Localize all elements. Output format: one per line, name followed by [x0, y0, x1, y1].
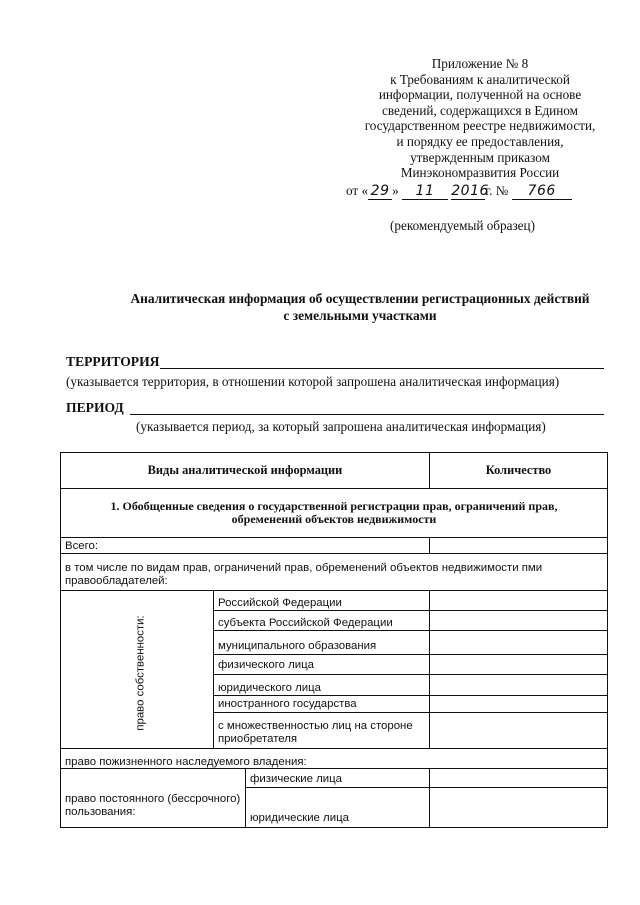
- appendix-line: утвержденным приказом: [410, 149, 550, 165]
- appendix-header: [330, 56, 630, 181]
- order-month: 11: [402, 183, 448, 200]
- section-1-header: 1. Обобщенные сведения о государственной регистрации прав, ограничений прав, обременений объектов недвижимости: [60, 488, 608, 538]
- ownership-label-wrapper: [67, 600, 215, 746]
- appendix-line: сведений, содержащихся в Едином: [382, 102, 578, 118]
- ownership-quantity-cell[interactable]: [429, 590, 608, 611]
- including-label: в том числе по видам прав, ограничений прав, обременений объектов недвижимости пми правообладателей:: [60, 553, 608, 591]
- total-label: Всего:: [60, 537, 430, 554]
- ownership-item: иностранного государства: [213, 695, 430, 713]
- appendix-line: информации, полученной на основе: [378, 87, 582, 103]
- territory-label: ТЕРРИТОРИЯ: [66, 354, 160, 369]
- ownership-item: с множественностью лиц на стороне приобретателя: [213, 712, 430, 749]
- legal-entities-quantity-cell[interactable]: [429, 787, 608, 828]
- territory-hint: (указывается территория, в отношении которой запрошена аналитическая информация): [66, 374, 560, 389]
- order-mid: »: [392, 183, 399, 198]
- appendix-line: и порядку ее предоставления,: [396, 133, 564, 149]
- order-year-suffix: г. №: [485, 183, 509, 198]
- ownership-item: муниципального образования: [213, 630, 430, 655]
- ownership-item: физического лица: [213, 654, 430, 675]
- territory-input-line[interactable]: [160, 368, 604, 369]
- appendix-line: к Требованиям к аналитической: [390, 71, 570, 87]
- ownership-item: субъекта Российской Федерации: [213, 610, 430, 631]
- total-quantity-cell[interactable]: [429, 537, 608, 554]
- order-day: 29: [368, 183, 392, 200]
- ownership-item: юридического лица: [213, 674, 430, 696]
- appendix-line: Приложение № 8: [431, 56, 529, 71]
- ownership-quantity-cell[interactable]: [429, 610, 608, 631]
- permanent-use-label: право постоянного (бессрочного) пользования:: [60, 768, 246, 828]
- period-input-line[interactable]: [130, 414, 604, 415]
- period-hint: (указывается период, за который запрошена аналитическая информация): [136, 419, 546, 434]
- title-line-1: Аналитическая информация об осуществлении регистрационных действий: [130, 291, 590, 306]
- order-year: 2016: [451, 183, 489, 199]
- order-date-line: [346, 183, 606, 200]
- ownership-quantity-cell[interactable]: [429, 674, 608, 696]
- legal-entities-label: юридические лица: [245, 787, 430, 828]
- individuals-label: физические лица: [245, 768, 430, 788]
- recommended-sample-note: (рекомендуемый образец): [390, 218, 535, 233]
- ownership-quantity-cell[interactable]: [429, 712, 608, 749]
- appendix-line: государственном реестре недвижимости,: [364, 118, 596, 134]
- ownership-item: Российской Федерации: [213, 590, 430, 611]
- column-header-quantity: Количество: [429, 452, 608, 489]
- ownership-label: право собственности:: [135, 615, 147, 731]
- title-line-2: с земельными участками: [283, 308, 437, 323]
- order-number: 766: [512, 183, 572, 200]
- individuals-quantity-cell[interactable]: [429, 768, 608, 788]
- ownership-quantity-cell[interactable]: [429, 654, 608, 675]
- period-label: ПЕРИОД: [66, 400, 124, 415]
- ownership-quantity-cell[interactable]: [429, 630, 608, 655]
- order-prefix: от «: [346, 183, 369, 198]
- document-title: [100, 290, 620, 324]
- inherited-possession-label: право пожизненного наследуемого владения:: [60, 748, 608, 769]
- ownership-quantity-cell[interactable]: [429, 695, 608, 713]
- appendix-line: Минэкономразвития России: [400, 165, 560, 181]
- column-header-types: Виды аналитической информации: [60, 452, 430, 489]
